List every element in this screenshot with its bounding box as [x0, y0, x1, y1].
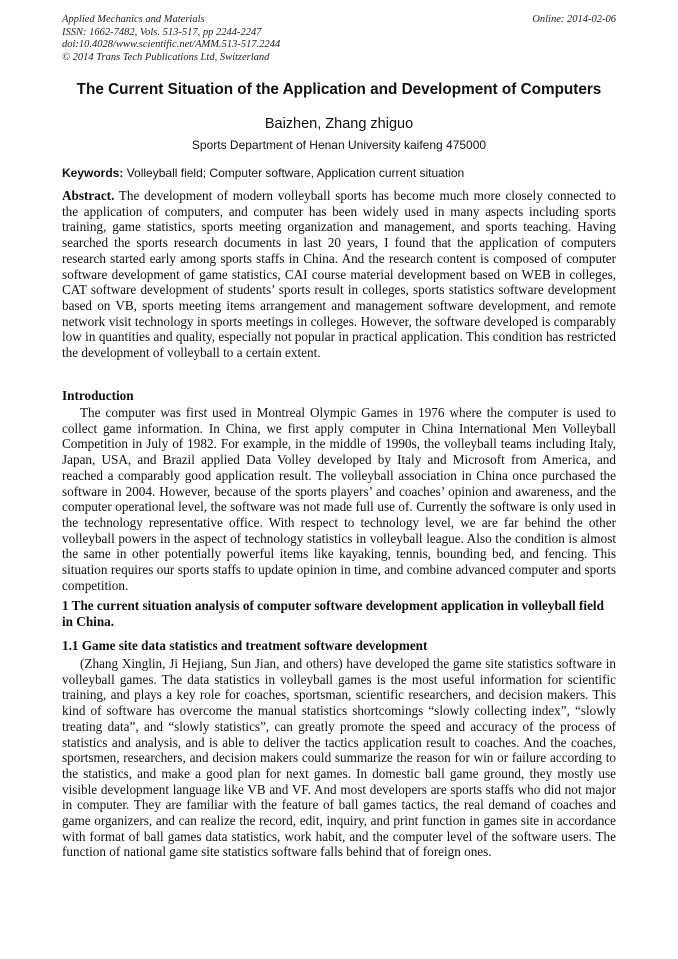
- journal-issn: ISSN: 1662-7482, Vols. 513-517, pp 2244-2247: [62, 26, 262, 38]
- introduction-heading: Introduction: [62, 388, 134, 403]
- paper-affiliation: Sports Department of Henan University kaifeng 475000: [191, 138, 487, 152]
- section-1-1-heading: 1.1 Game site data statistics and treatment software development: [62, 638, 428, 653]
- paper-authors: Baizhen, Zhang zhiguo: [264, 116, 414, 132]
- journal-name: Applied Mechanics and Materials: [62, 14, 205, 25]
- keywords-text: Volleyball field; Computer software, Application current situation: [123, 166, 465, 180]
- journal-copyright: © 2014 Trans Tech Publications Ltd, Switzerland: [62, 51, 270, 63]
- section-1-1-paragraph: (Zhang Xinglin, Ji Hejiang, Sun Jian, and others) have developed the game site statistics software in volleyball games. The data statistics in volleyball games is the most useful information for scientific training, and plays a key role for coaches, sportsman, scientific researchers, and decision makers. This kind of software has overcome the manual statistics shortcomings “slowly collecting index”, “slowly treating data”, and “slowly statistics”, can greatly promote the speed and accuracy of the process of statistics and analysis, and is able to deliver the tactics application result to coaches. And the coaches, sportsmen, researchers, and decision makers could summarize the reason for win or failure according to the statistics, and make a good plan for next games. In domestic ball game ground, they mostly use visible development language like VB and VF. And most developers are sports staffs who did not major in computer. They are familiar with the feature of ball games tactics, the real demand of coaches and game organizers, and can realize the record, edit, inquiry, and print function in games site in accordance with format of ball games data statistics, work habit, and the computer level of the software users. The function of national game site statistics software falls behind that of foreign ones.: [62, 656, 616, 860]
- paper-title: The Current Situation of the Application and Development of Computers: [76, 81, 602, 98]
- introduction-paragraph: The computer was first used in Montreal Olympic Games in 1976 where the computer is used to collect game information. In China, we first apply computer in China International Men Volleyball Competition in July of 1982. For example, in the middle of 1990s, the volleyball teams including Italy, Japan, USA, and Brazil applied Data Volley developed by Italy and Microsoft from America, and reached a comparably good application result. The volleyball association in China once purchased the software in 2004. However, because of the sports players’ and coaches’ opinion and awareness, and the computer operational level, the software was not made full use of. Currently the software is only used in the technology representative office. With respect to technology level, we are far behind the other volleyball powers in the aspect of technology statistics in volleyball league. Also the condition is almost the same in other potentially powerful items like kayaking, tennis, bounding bed, and fencing. This situation requires our sports staffs to update opinion in time, and combine advanced computer and sports competition.: [62, 405, 616, 593]
- abstract-text: The development of modern volleyball sports has become much more closely connected to the application of computers, and computer has been widely used in many aspects including sports training, game statistics, sports meeting organization and management, and sports teaching. Having searched the sports research documents in last 20 years, I found that the application of computers research started early among sports staffs in China. And the research content is composed of computer software development of game statistics, CAI course material development based on WEB in colleges, CAT software development of students’ sports result in colleges, sports statistics software development based on VB, sports meeting items arrangement and management software development, and remote network visit technology in sports meetings in colleges. However, the software developed is comparably low in quantities and quality, especially not popular in practical application. This condition has restricted the development of volleyball to a certain extent.: [62, 188, 616, 361]
- abstract-paragraph: [62, 188, 616, 361]
- abstract-label: Abstract.: [62, 188, 115, 203]
- online-date: Online: 2014-02-06: [532, 14, 616, 25]
- keywords-line: [62, 165, 616, 181]
- section-1-heading: 1 The current situation analysis of computer software development application in volleyball field in China.: [62, 598, 604, 629]
- keywords-label: Keywords:: [62, 166, 124, 180]
- journal-doi: doi:10.4028/www.scientific.net/AMM.513-517.2244: [62, 39, 281, 51]
- journal-header: [62, 14, 616, 64]
